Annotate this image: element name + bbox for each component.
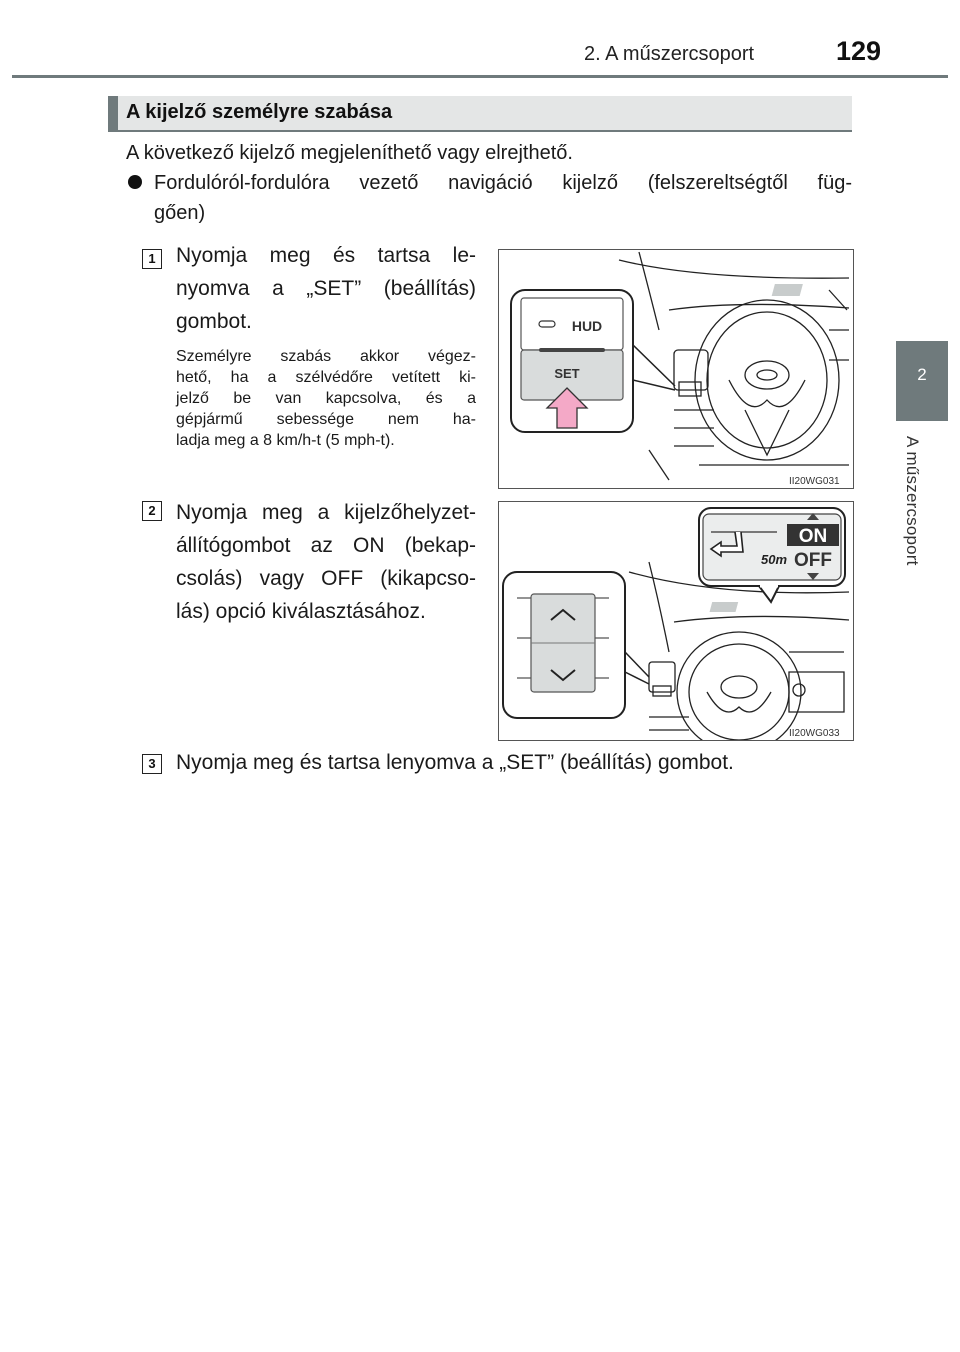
step-1-line-3: gombot. [176,310,252,333]
page-number: 129 [836,36,882,66]
figure-hud-position-switch [498,501,854,741]
intro-text: A következő kijelző megjeleníthető vagy elrejthető. [126,142,573,164]
distance-label: 50m [761,552,788,567]
set-button-label: SET [554,366,580,381]
step-3-line-1: Nyomja meg és tartsa lenyomva a „SET” (beállítás) gombot. [176,751,734,774]
chapter-tab [896,341,948,421]
hud-button-label: HUD [571,318,603,334]
step-1-note-line-5: ladja meg a 8 km/h-t (5 mph-t). [176,432,395,449]
figure-code: II20WG031 [789,476,840,487]
off-option-label: OFF [794,550,832,571]
step-1-line-2: nyomva a „SET” (beállítás) [176,277,476,300]
dashboard-illustration-2 [499,502,853,740]
bullet-text: Fordulóról-fordulóra vezető navigáció kijelző (felszereltségtől füg- [154,172,852,194]
step-1-note-line-1: Személyre szabás akkor végez- [176,348,476,365]
step-1-note-line-3: jelző be van kapcsolva, és a [176,390,476,407]
step-2-line-3: csolás) vagy OFF (kikapcso- [176,567,476,590]
header-divider [12,75,948,78]
chapter-tab-label: A műszercsoport [903,436,922,566]
section-heading-accent [108,96,118,132]
step-1-note-line-2: hető, ha a szélvédőre vetített ki- [176,369,476,386]
step-1-line-1: Nyomja meg és tartsa le- [176,244,476,267]
step-number-2: 2 [142,501,162,521]
step-1-note-line-4: gépjármű sebessége nem ha- [176,411,476,428]
step-number-3: 3 [142,754,162,774]
dashboard-illustration [499,250,853,488]
on-option-label: ON [798,526,828,547]
step-2-line-1: Nyomja meg a kijelzőhelyzet- [176,501,476,524]
figure-hud-set-button [498,249,854,489]
chapter-tab-number: 2 [917,365,927,384]
bullet-icon [128,175,142,189]
chapter-title: 2. A műszercsoport [584,43,755,65]
step-2-line-4: lás) opció kiválasztásához. [176,600,426,623]
section-title: A kijelző személyre szabása [126,101,393,123]
step-number-1: 1 [142,249,162,269]
step-2-line-2: állítógombot az ON (bekap- [176,534,476,557]
figure-code-2: II20WG033 [789,728,840,739]
bullet-text-continued: gően) [154,202,206,224]
